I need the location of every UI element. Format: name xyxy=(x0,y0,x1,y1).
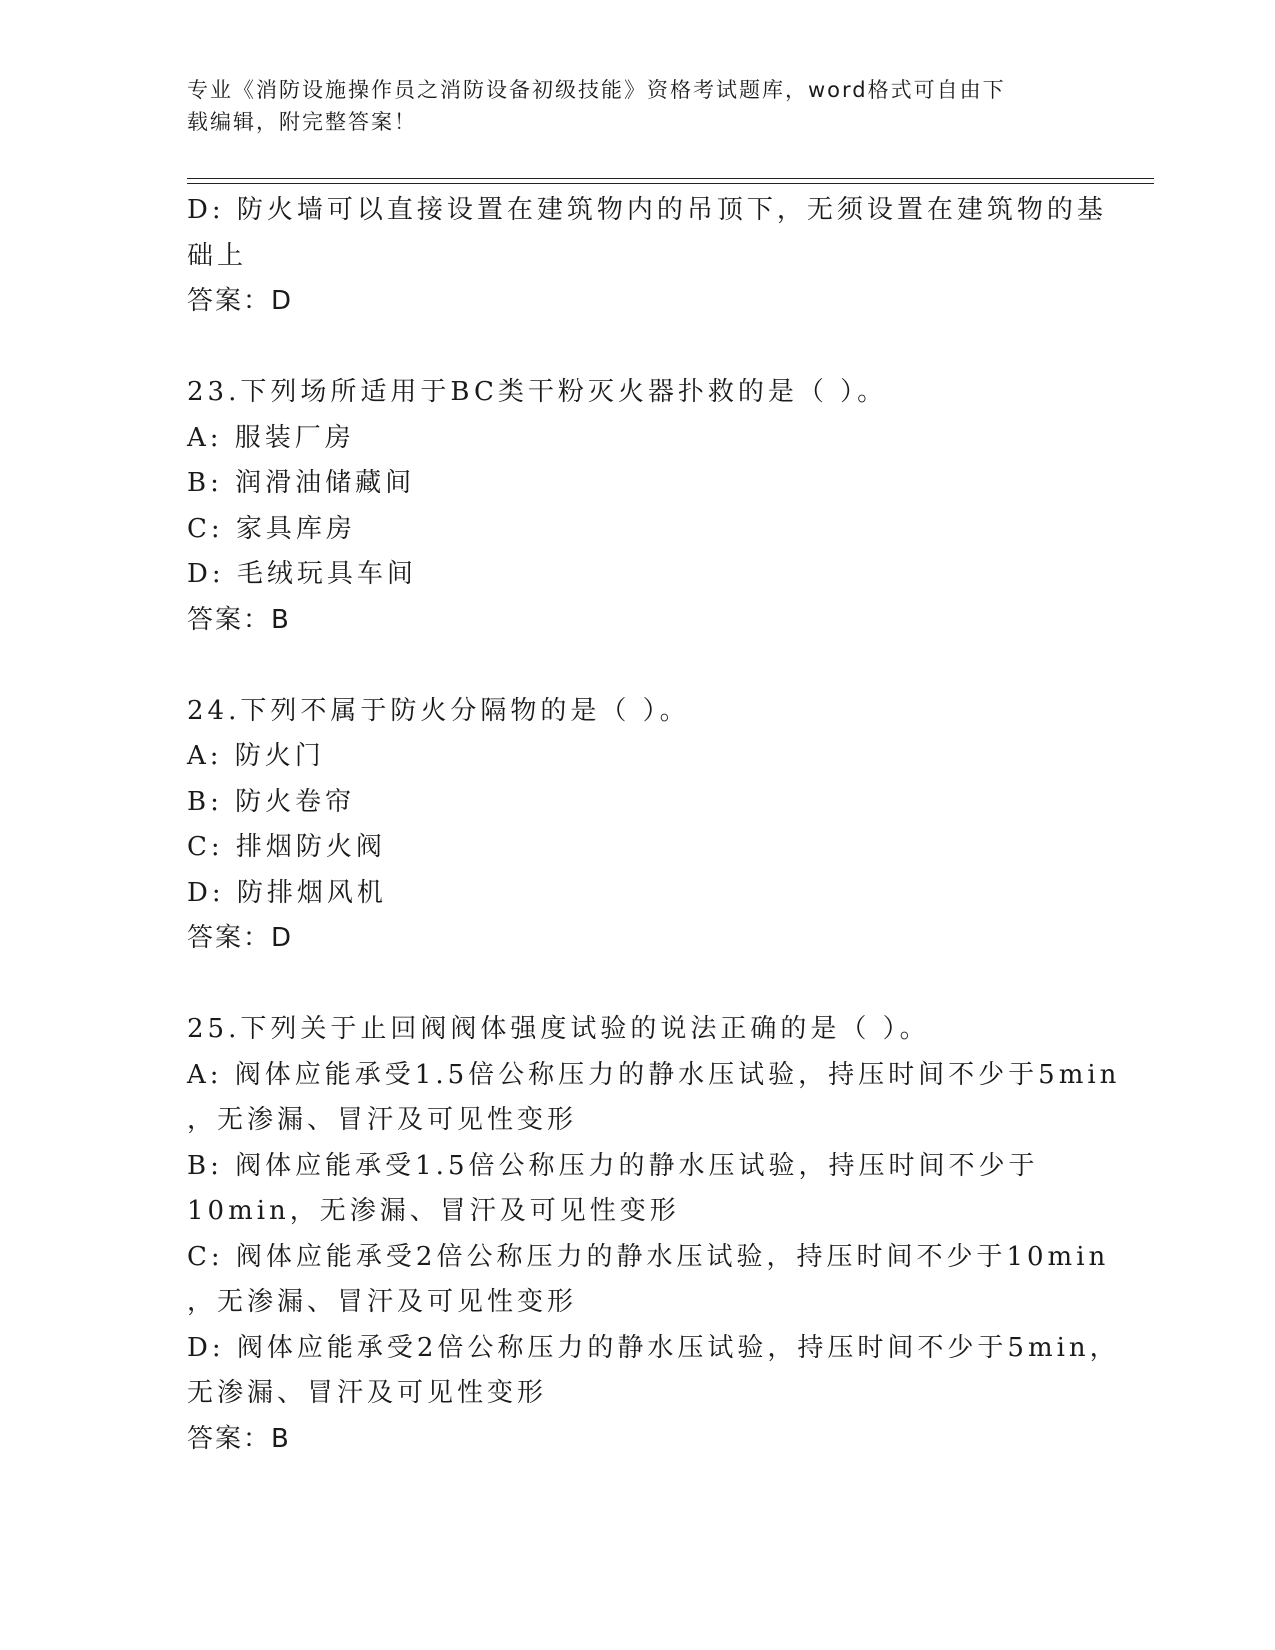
option-a: A: 服装厂房 xyxy=(187,422,355,453)
header-divider-top xyxy=(187,178,1154,179)
option-c-line-1: C: 阀体应能承受2倍公称压力的静水压试验，持压时间不少于10min xyxy=(187,1241,1110,1272)
option-d-line-1: D: 防火墙可以直接设置在建筑物内的吊顶下，无须设置在建筑物的基 xyxy=(187,195,1107,225)
spacer xyxy=(187,325,1087,371)
document-header xyxy=(187,74,1067,138)
question-22-tail xyxy=(187,188,1107,325)
answer-line: 答案：B xyxy=(187,1423,291,1454)
option-c-line-2: ，无渗漏、冒汗及可见性变形 xyxy=(187,1287,578,1317)
option-a: A: 防火门 xyxy=(187,741,325,771)
option-b-line-1: B: 阀体应能承受1.5倍公称压力的静水压试验，持压时间不少于 xyxy=(187,1150,1039,1181)
option-d: D: 防排烟风机 xyxy=(187,877,387,908)
question-stem: 23.下列场所适用于BC类干粉灭火器扑救的是（ ）。 xyxy=(187,377,888,407)
option-c: C: 家具库房 xyxy=(187,513,356,544)
option-a-line-2: ，无渗漏、冒汗及可见性变形 xyxy=(187,1105,578,1135)
question-23 xyxy=(187,370,1087,643)
option-c: C: 排烟防火阀 xyxy=(187,832,386,862)
answer-line: 答案：B xyxy=(187,604,291,635)
document-body xyxy=(187,188,1121,1462)
header-line-1: 专业《消防设施操作员之消防设备初级技能》资格考试题库，word格式可自由下 xyxy=(187,78,1006,102)
option-b: B: 防火卷帘 xyxy=(187,786,356,817)
option-b: B: 润滑油储藏间 xyxy=(187,468,416,498)
option-d-line-1: D: 阀体应能承受2倍公称压力的静水压试验，持压时间不少于5min， xyxy=(187,1332,1120,1363)
question-stem: 25.下列关于止回阀阀体强度试验的说法正确的是（ ）。 xyxy=(187,1014,930,1044)
question-24 xyxy=(187,689,1087,962)
question-stem: 24.下列不属于防火分隔物的是（ ）。 xyxy=(187,695,690,726)
option-d: D: 毛绒玩具车间 xyxy=(187,559,417,589)
answer-line: 答案：D xyxy=(187,286,294,316)
header-divider-bottom xyxy=(187,183,1154,184)
option-d-line-2: 无渗漏、冒汗及可见性变形 xyxy=(187,1378,548,1408)
answer-line: 答案：D xyxy=(187,923,294,953)
option-d-line-2: 础上 xyxy=(187,240,248,271)
option-b-line-2: 10min，无渗漏、冒汗及可见性变形 xyxy=(187,1196,680,1226)
question-25 xyxy=(187,1007,1121,1462)
header-line-2: 载编辑，附完整答案！ xyxy=(187,110,417,134)
spacer xyxy=(187,643,1087,689)
spacer xyxy=(187,962,1087,1008)
option-a-line-1: A: 阀体应能承受1.5倍公称压力的静水压试验，持压时间不少于5min xyxy=(187,1059,1121,1090)
